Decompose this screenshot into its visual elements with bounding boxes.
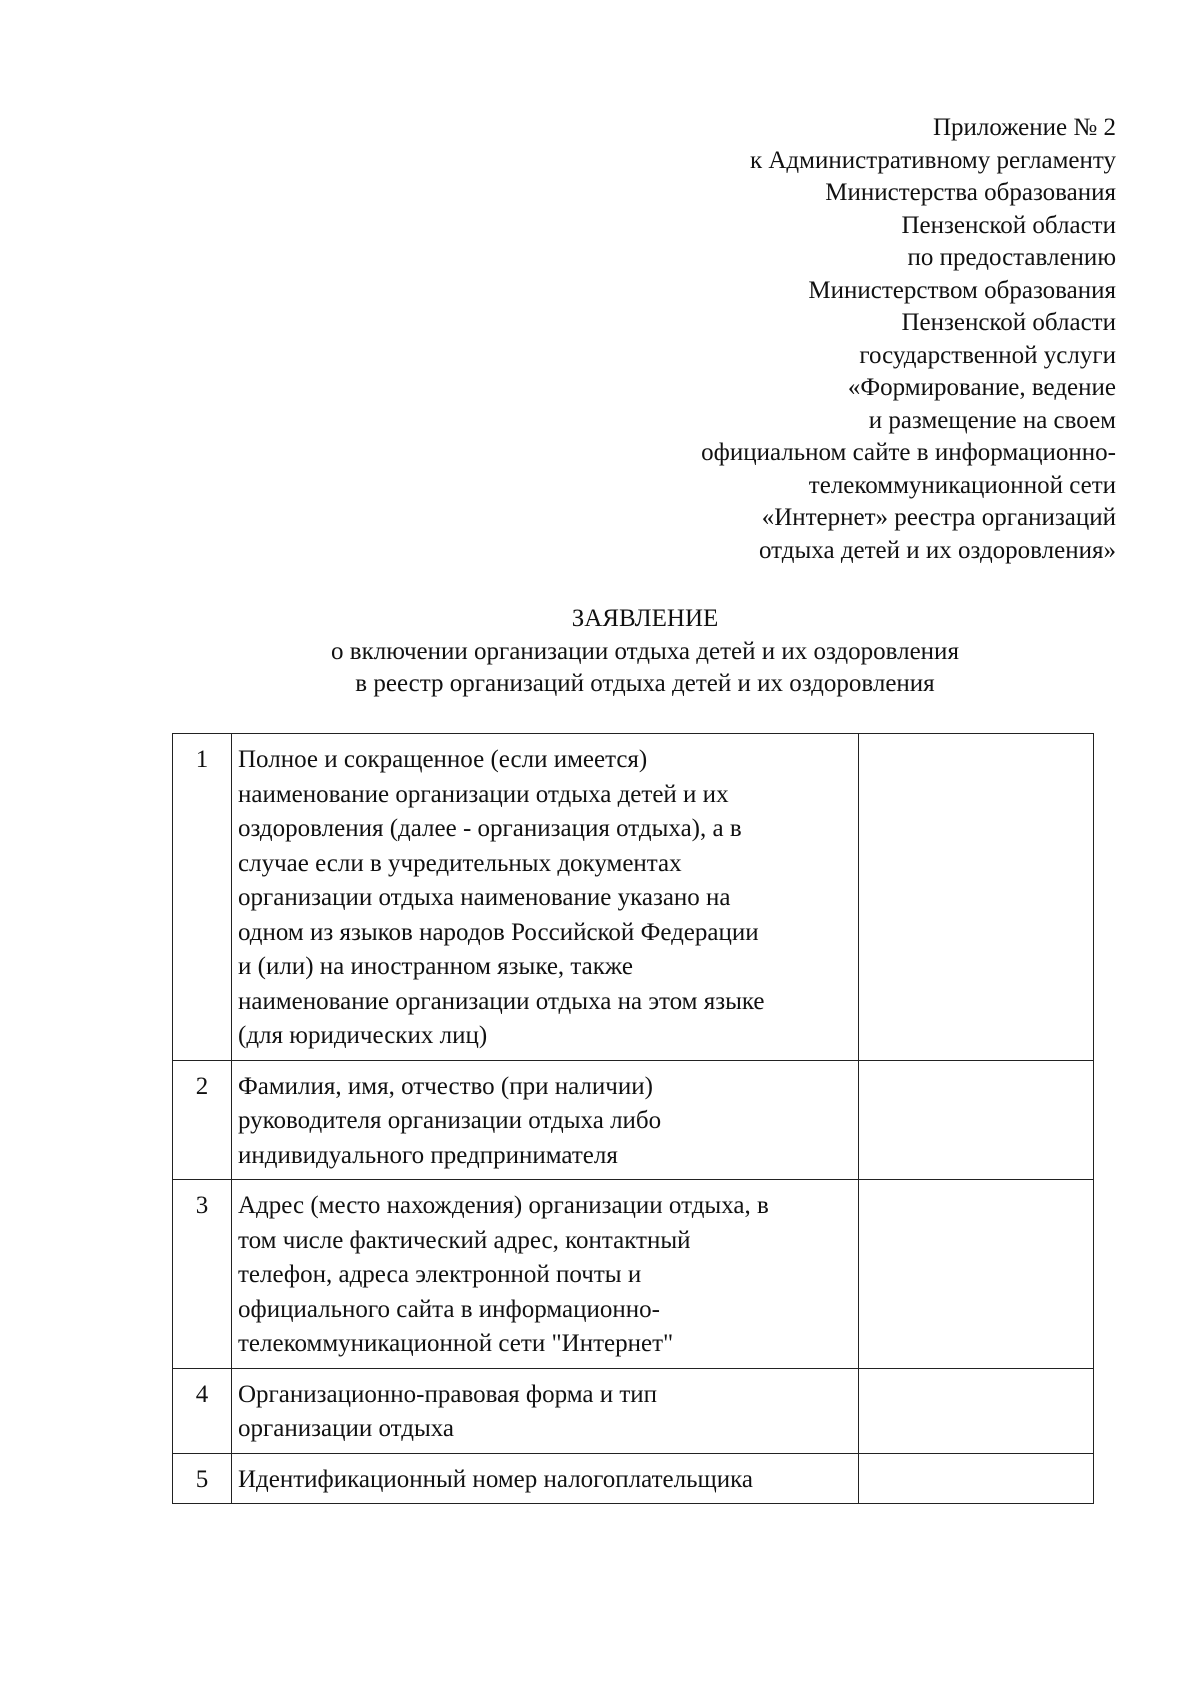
description-line: Фамилия, имя, отчество (при наличии)	[238, 1072, 653, 1100]
row-description	[232, 1060, 859, 1180]
description-line: руководителя организации отдыха либо	[238, 1107, 662, 1134]
description-line: оздоровления (далее - организация отдыха), а в	[238, 815, 742, 842]
appendix-line: телекоммуникационной сети	[808, 471, 1116, 499]
row-description	[232, 1453, 859, 1504]
row-description	[232, 1180, 859, 1369]
row-description	[232, 1368, 859, 1453]
appendix-header	[556, 112, 1116, 567]
row-value-cell[interactable]	[859, 734, 1094, 1061]
table-row	[173, 1368, 1094, 1453]
description-line: телекоммуникационной сети "Интернет"	[238, 1330, 674, 1357]
application-form-table	[172, 733, 1094, 1504]
appendix-line: отдыха детей и их оздоровления»	[759, 536, 1116, 564]
description-line: Полное и сокращенное (если имеется)	[238, 746, 648, 773]
table-row	[173, 734, 1094, 1061]
row-value-cell[interactable]	[859, 1060, 1094, 1180]
description-line: Идентификационный номер налогоплательщика	[238, 1465, 754, 1493]
row-value-cell[interactable]	[859, 1368, 1094, 1453]
appendix-line: Министерства образования	[825, 179, 1116, 206]
description-line: (для юридических лиц)	[238, 1022, 488, 1049]
description-line: наименование организации отдыха детей и их	[238, 780, 729, 808]
title-subtitle-line: о включении организации отдыха детей и их оздоровления	[331, 637, 959, 665]
description-line: Адрес (место нахождения) организации отдыха, в	[238, 1192, 769, 1219]
row-value-cell[interactable]	[859, 1180, 1094, 1369]
description-line: Организационно-правовая форма и тип	[238, 1380, 658, 1408]
row-number: 4	[173, 1368, 232, 1453]
description-line: телефон, адреса электронной почты и	[238, 1261, 642, 1288]
table-row	[173, 1453, 1094, 1504]
description-line: наименование организации отдыха на этом языке	[238, 987, 765, 1015]
appendix-line: «Интернет» реестра организаций	[761, 504, 1116, 531]
appendix-line: и размещение на своем	[868, 406, 1116, 434]
appendix-line: к Административному регламенту	[749, 146, 1116, 174]
appendix-line: Пензенской области	[901, 211, 1116, 239]
row-number: 5	[173, 1453, 232, 1504]
description-line: и (или) на иностранном языке, также	[238, 953, 633, 980]
table-row	[173, 1180, 1094, 1369]
row-number: 3	[173, 1180, 232, 1369]
row-description	[232, 734, 859, 1061]
description-line: одном из языков народов Российской Федерации	[238, 918, 759, 946]
title-heading: ЗАЯВЛЕНИЕ	[571, 605, 719, 632]
appendix-line: официальном сайте в информационно-	[701, 439, 1116, 466]
description-line: организации отдыха	[238, 1415, 455, 1442]
appendix-line: «Формирование, ведение	[847, 374, 1116, 401]
appendix-line: Приложение № 2	[932, 114, 1116, 141]
description-line: индивидуального предпринимателя	[238, 1141, 618, 1169]
description-line: официального сайта в информационно-	[238, 1295, 660, 1323]
appendix-line: Пензенской области	[901, 309, 1116, 336]
row-number: 2	[173, 1060, 232, 1180]
description-line: случае если в учредительных документах	[238, 849, 682, 877]
description-line: том числе фактический адрес, контактный	[238, 1226, 691, 1254]
title-subtitle-line: в реестр организаций отдыха детей и их оздоровления	[355, 670, 935, 697]
row-value-cell[interactable]	[859, 1453, 1094, 1504]
appendix-line: по предоставлению	[907, 244, 1116, 271]
appendix-line: государственной услуги	[859, 341, 1116, 369]
appendix-line: Министерством образования	[808, 276, 1116, 304]
document-title	[0, 603, 1200, 701]
description-line: организации отдыха наименование указано на	[238, 884, 731, 911]
row-number: 1	[173, 734, 232, 1061]
table-row	[173, 1060, 1094, 1180]
